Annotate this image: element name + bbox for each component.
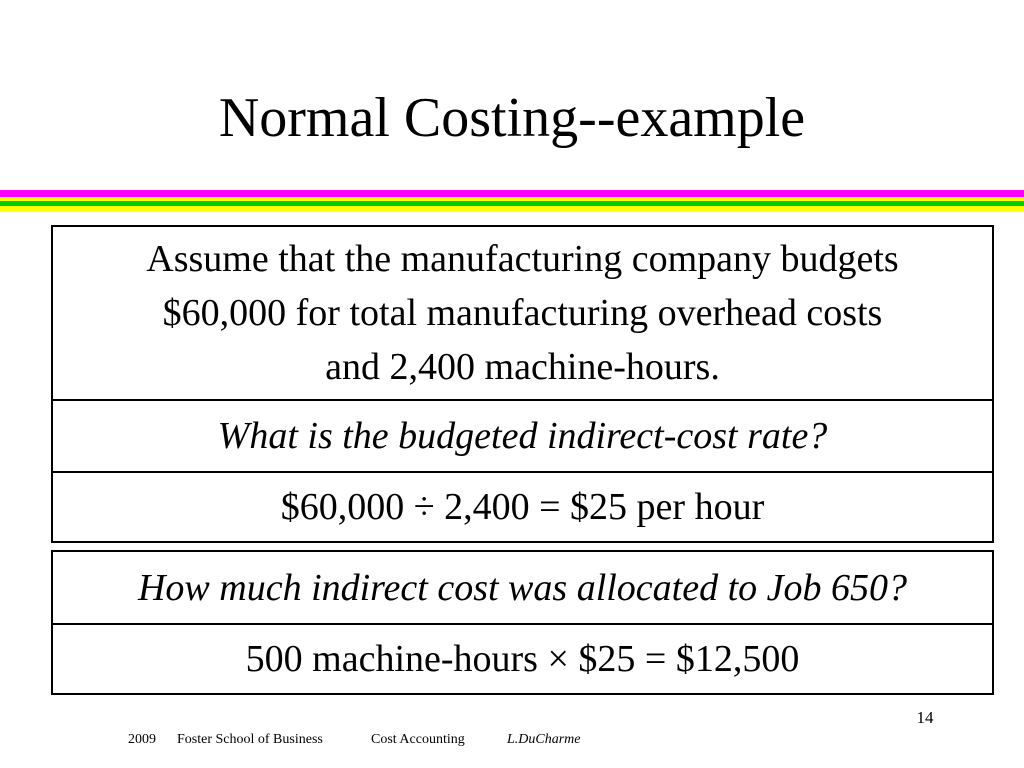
allocation-question: How much indirect cost was allocated to Job 650? [137,566,908,609]
statement-line: and 2,400 machine-hours. [325,346,720,388]
footer-author: L.DuCharme [507,732,581,747]
page-number: 14 [916,708,934,727]
statement-line: $60,000 for total manufacturing overhead costs [162,292,883,334]
slide-title: Normal Costing--example [218,87,806,149]
statement-line: Assume that the manufacturing company budgets [146,238,899,280]
rate-answer: $60,000 ÷ 2,400 = $25 per hour [53,471,992,541]
footer-school: Foster School of Business [177,732,323,747]
allocation-box [51,550,994,695]
decorative-stripe-yellow-bottom [0,206,1024,211]
overhead-rate-box [51,225,994,543]
footer-year: 2009 [128,732,156,747]
footer-course: Cost Accounting [371,732,465,747]
assumption-statement [53,227,992,399]
decorative-stripe-magenta [0,190,1024,197]
allocation-answer: 500 machine-hours × $25 = $12,500 [53,623,992,693]
rate-question: What is the budgeted indirect-cost rate? [53,399,992,471]
